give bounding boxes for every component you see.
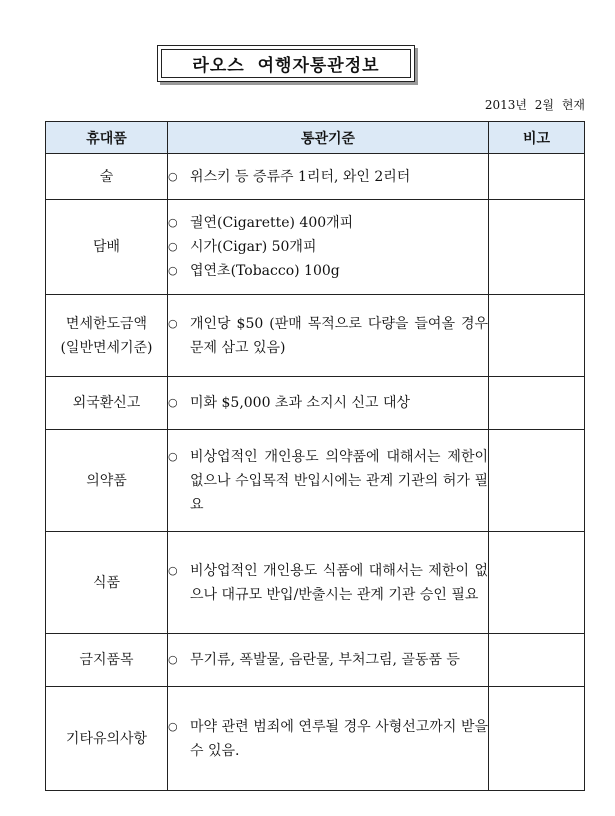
- row-note: [489, 532, 585, 634]
- category-label: (일반면세기준): [60, 339, 153, 356]
- row-category: [46, 532, 168, 634]
- standard-item: [168, 391, 488, 415]
- table-row: [46, 532, 585, 634]
- standard-item: [168, 235, 488, 259]
- row-note: [489, 430, 585, 532]
- bullet-circle-icon: ○: [168, 216, 178, 229]
- row-category: [46, 295, 168, 377]
- row-standard: [168, 687, 489, 791]
- standard-text: 마약 관련 범죄에 연루될 경우 사형선고까지 받을 수 있음.: [190, 718, 488, 759]
- row-standard: [168, 430, 489, 532]
- header-item: 휴대품: [46, 122, 168, 154]
- standard-text: 비상업적인 개인용도 의약품에 대해서는 제한이 없으나 수입목적 반입시에는 관계 기관의 허가 필요: [190, 448, 488, 513]
- table-row: [46, 377, 585, 430]
- row-note: [489, 377, 585, 430]
- standard-item: [168, 211, 488, 235]
- bullet-circle-icon: ○: [168, 563, 178, 577]
- standard-text: 비상업적인 개인용도 식품에 대해서는 제한이 없으나 대규모 반입/반출시는 관계 기관 승인 필요: [190, 562, 488, 603]
- category-label: 기타유의사항: [65, 730, 148, 747]
- bullet-circle-icon: ○: [168, 396, 178, 409]
- table-row: [46, 200, 585, 295]
- header-standard: 통관기준: [168, 122, 489, 154]
- customs-table: [45, 121, 585, 791]
- table-row: [46, 634, 585, 687]
- standard-text: 무기류, 폭발물, 음란물, 부처그림, 골동품 등: [190, 652, 460, 668]
- row-category: [46, 634, 168, 687]
- standard-item: [168, 259, 488, 283]
- row-standard: [168, 532, 489, 634]
- category-label: 외국환신고: [72, 395, 141, 411]
- row-category: [46, 154, 168, 200]
- title-box: [157, 45, 415, 82]
- bullet-circle-icon: ○: [168, 240, 178, 253]
- standard-item: [168, 312, 488, 360]
- table-row: [46, 154, 585, 200]
- standard-text: 미화 $5,000 초과 소지시 신고 대상: [190, 395, 411, 411]
- row-note: [489, 154, 585, 200]
- bullet-circle-icon: ○: [168, 264, 178, 277]
- standard-text: 위스키 등 증류주 1리터, 와인 2리터: [190, 168, 411, 185]
- row-standard: [168, 200, 489, 295]
- row-standard: [168, 295, 489, 377]
- standard-item: [168, 648, 488, 672]
- bullet-circle-icon: ○: [168, 169, 178, 183]
- row-standard: [168, 154, 489, 200]
- bullet-circle-icon: ○: [168, 653, 178, 666]
- row-standard: [168, 377, 489, 430]
- header-note: 비고: [489, 122, 585, 154]
- standard-text: 궐연(Cigarette) 400개피: [190, 215, 354, 231]
- row-note: [489, 295, 585, 377]
- header-row: [46, 122, 585, 154]
- standard-item: [168, 165, 488, 189]
- row-category: [46, 200, 168, 295]
- category-label: 금지품목: [79, 652, 134, 668]
- table-row: [46, 430, 585, 532]
- standard-item: [168, 445, 488, 517]
- row-standard: [168, 634, 489, 687]
- row-category: [46, 430, 168, 532]
- category-label: 식품: [92, 574, 121, 591]
- bullet-circle-icon: ○: [168, 316, 178, 330]
- standard-text: 엽연초(Tobacco) 100g: [190, 263, 340, 279]
- category-label: 술: [99, 168, 114, 185]
- row-note: [489, 200, 585, 295]
- table-row: [46, 687, 585, 791]
- table-row: [46, 295, 585, 377]
- standard-text: 시가(Cigar) 50개피: [190, 239, 317, 255]
- standard-item: [168, 715, 488, 763]
- standard-text: 개인당 $50 (판매 목적으로 다량을 들여올 경우 문제 삼고 있음): [190, 315, 488, 356]
- row-note: [489, 687, 585, 791]
- category-label: 면세한도금액: [65, 315, 148, 332]
- date-note: 2013년 2월 현재: [484, 98, 585, 112]
- category-label: 담배: [92, 239, 121, 255]
- bullet-circle-icon: ○: [168, 719, 178, 733]
- row-category: [46, 377, 168, 430]
- category-label: 의약품: [86, 472, 127, 489]
- bullet-circle-icon: ○: [168, 449, 178, 463]
- standard-item: [168, 559, 488, 607]
- row-category: [46, 687, 168, 791]
- page-title: 라오스 여행자통관정보: [192, 56, 380, 76]
- row-note: [489, 634, 585, 687]
